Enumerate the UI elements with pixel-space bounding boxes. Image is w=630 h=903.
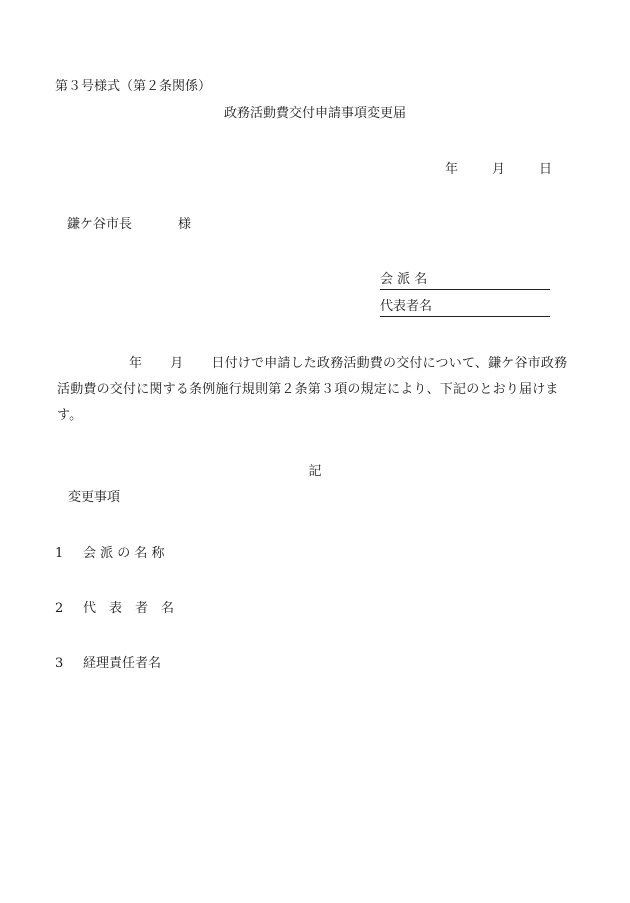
item-number: 3 xyxy=(55,656,64,671)
body-text: 日付けで申請した政務活動費の交付について、鎌ケ谷市政務活動費の交付に関する条例施行規則第２条第３項の規定により、下記のとおり届けます。 xyxy=(57,356,568,423)
representative-label: 代表者名 xyxy=(380,299,433,314)
addressee-honorific: 様 xyxy=(178,217,192,232)
date-year-label: 年 xyxy=(444,162,458,177)
group-name-underline xyxy=(380,289,550,290)
list-item xyxy=(55,656,161,672)
addressee xyxy=(67,217,191,233)
item-label: 経理責任者名 xyxy=(83,656,162,671)
body-paragraph xyxy=(57,351,577,429)
list-item xyxy=(55,601,174,617)
signature-group-field xyxy=(380,272,550,288)
body-month-label: 月 xyxy=(170,356,184,371)
date-month-label: 月 xyxy=(491,162,505,177)
record-heading: 記 xyxy=(308,464,322,479)
group-name-label: 会 派 名 xyxy=(380,272,428,287)
representative-underline xyxy=(380,316,550,317)
document-title: 政務活動費交付申請事項変更届 xyxy=(223,106,406,121)
date-day-label: 日 xyxy=(538,162,552,177)
item-number: 2 xyxy=(55,601,64,616)
date-line xyxy=(445,162,552,178)
signature-representative-field xyxy=(380,299,550,315)
change-items-label: 変更事項 xyxy=(68,490,121,505)
list-item xyxy=(55,546,165,562)
body-year-label: 年 xyxy=(129,356,143,371)
addressee-name: 鎌ケ谷市長 xyxy=(67,217,133,232)
item-label: 会 派 の 名 称 xyxy=(83,546,165,561)
item-label: 代 表 者 名 xyxy=(83,601,175,616)
item-number: 1 xyxy=(55,546,64,561)
form-number: 第３号様式（第２条関係） xyxy=(55,79,212,94)
